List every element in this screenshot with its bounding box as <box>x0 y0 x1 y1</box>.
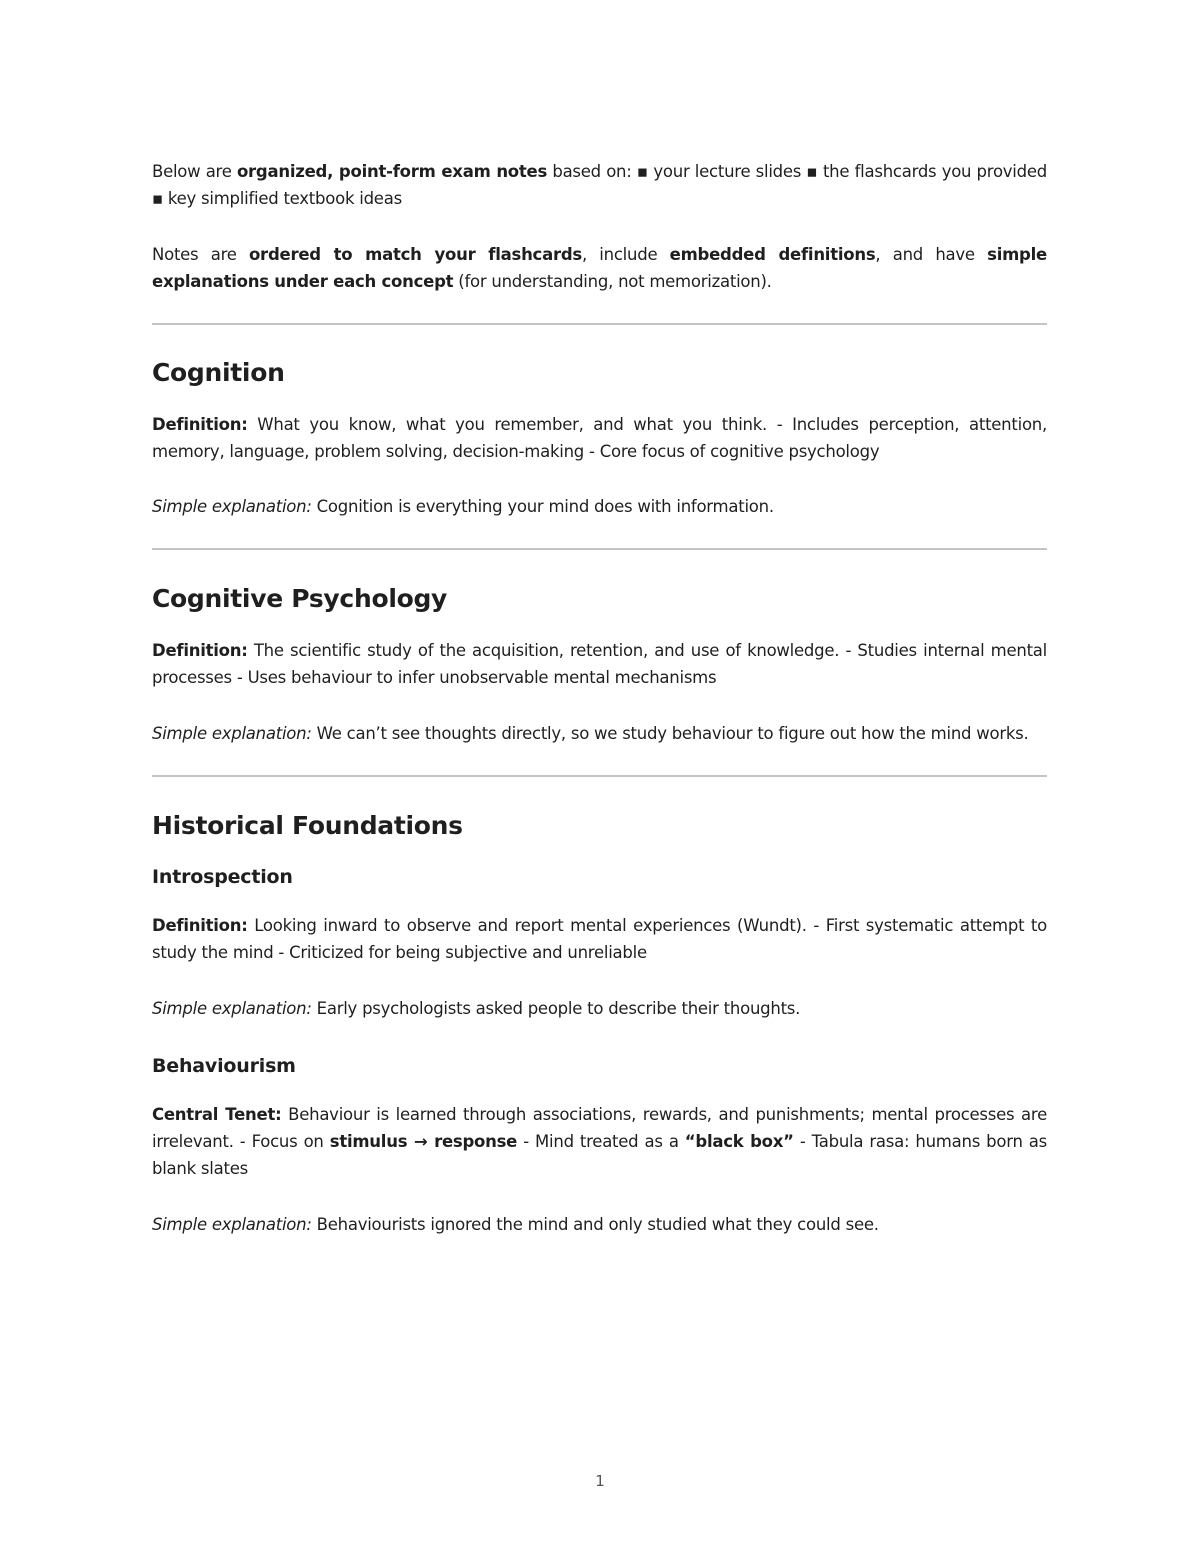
simple-explanation-paragraph <box>152 720 1047 747</box>
section-heading-cognition: Cognition <box>152 358 285 387</box>
subsection-heading-introspection: Introspection <box>152 866 293 888</box>
spacer <box>152 1022 1047 1052</box>
subsection-heading-behaviourism: Behaviourism <box>152 1055 296 1077</box>
definition-emphasis: “black box” <box>684 1132 794 1151</box>
spacer <box>152 966 1047 995</box>
spacer <box>152 520 1047 548</box>
definition-text: - Mind treated as a <box>517 1132 685 1151</box>
simple-explanation-label: Simple explanation: <box>152 724 312 743</box>
simple-explanation-label: Simple explanation: <box>152 497 312 516</box>
spacer <box>152 691 1047 720</box>
spacer <box>152 747 1047 775</box>
definition-text: The scientific study of the acquisition, retention, and use of knowledge. - Studies internal mental processes - Uses behaviour to infer unobservable mental mechanisms <box>152 641 1047 687</box>
spacer <box>152 891 1047 912</box>
intro-text: (for understanding, not memorization). <box>453 272 772 291</box>
intro-text: Notes are <box>152 245 249 264</box>
document-body <box>152 158 1047 1238</box>
spacer <box>152 465 1047 493</box>
definition-label: Definition: <box>152 415 248 434</box>
definition-text: - Tabula rasa: humans born as blank slates <box>152 1132 1047 1178</box>
simple-explanation-paragraph <box>152 995 1047 1022</box>
intro-emphasis: organized, point-form exam notes <box>236 162 548 181</box>
definition-label: Central Tenet: <box>152 1105 282 1124</box>
intro-paragraph-2 <box>152 241 1047 295</box>
definition-paragraph <box>152 912 1047 966</box>
simple-explanation-label: Simple explanation: <box>152 1215 312 1234</box>
definition-text: Looking inward to observe and report mental experiences (Wundt). - First systematic attempt to study the mind - Criticized for being subjective and unreliable <box>152 916 1047 962</box>
definition-emphasis: stimulus → response <box>329 1132 518 1151</box>
section-heading-historical-foundations: Historical Foundations <box>152 811 463 840</box>
simple-explanation-paragraph <box>152 1211 1047 1238</box>
intro-emphasis: ordered to match your flashcards <box>248 245 582 264</box>
intro-text: based on: ▪ your lecture slides ▪ the flashcards you provided ▪ key simplified textbook ideas <box>152 162 1047 208</box>
simple-explanation-text: We can’t see thoughts directly, so we study behaviour to figure out how the mind works. <box>311 724 1029 743</box>
spacer <box>152 1080 1047 1101</box>
definition-paragraph <box>152 637 1047 691</box>
page-number: 1 <box>595 1472 605 1490</box>
spacer <box>152 1182 1047 1211</box>
definition-text: Behaviour is learned through associations, rewards, and punishments; mental processes are irrelevant. - Focus on <box>152 1105 1047 1151</box>
spacer <box>152 550 1047 582</box>
intro-emphasis: embedded definitions <box>669 245 876 264</box>
spacer <box>152 777 1047 809</box>
spacer <box>152 390 1047 411</box>
spacer <box>152 212 1047 241</box>
simple-explanation-text: Cognition is everything your mind does with information. <box>311 497 774 516</box>
simple-explanation-paragraph <box>152 493 1047 520</box>
intro-text: Below are <box>152 162 237 181</box>
spacer <box>152 843 1047 863</box>
definition-paragraph <box>152 411 1047 465</box>
simple-explanation-text: Behaviourists ignored the mind and only studied what they could see. <box>311 1215 879 1234</box>
spacer <box>152 295 1047 323</box>
intro-text: , include <box>582 245 670 264</box>
simple-explanation-label: Simple explanation: <box>152 999 312 1018</box>
definition-label: Definition: <box>152 641 248 660</box>
spacer <box>152 616 1047 637</box>
simple-explanation-text: Early psychologists asked people to describe their thoughts. <box>311 999 801 1018</box>
intro-text: , and have <box>875 245 988 264</box>
intro-emphasis: simple explanations under each concept <box>152 245 1047 291</box>
spacer <box>152 325 1047 356</box>
definition-label: Definition: <box>152 916 248 935</box>
section-heading-cognitive-psychology: Cognitive Psychology <box>152 584 448 613</box>
definition-paragraph <box>152 1101 1047 1182</box>
definition-text: What you know, what you remember, and what you think. - Includes perception, attention, memory, language, problem solving, decision-making - Core focus of cognitive psychology <box>152 415 1047 461</box>
intro-paragraph-1 <box>152 158 1047 212</box>
